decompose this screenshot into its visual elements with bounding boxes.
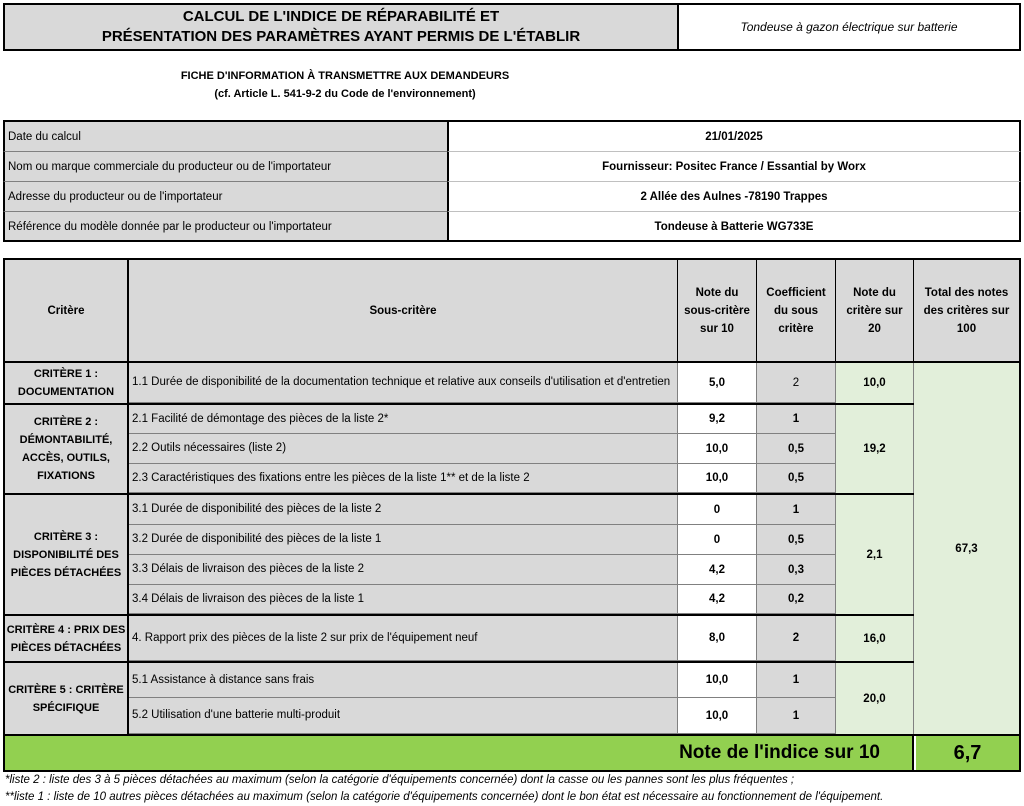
sub-criterion-5-2: 5.2 Utilisation d'une batterie multi-produit — [129, 698, 678, 734]
title-line-2: PRÉSENTATION DES PARAMÈTRES AYANT PERMIS DE L'ÉTABLIR — [101, 28, 581, 45]
note-2-2: 10,0 — [678, 434, 757, 464]
header-coefficient: Coefficient du sous critère — [757, 260, 836, 362]
document-title — [3, 3, 677, 51]
info-label-date: Date du calcul — [3, 122, 447, 152]
criterion-3-name: CRITÈRE 3 : DISPONIBILITÉ DES PIÈCES DÉTACHÉES — [5, 495, 129, 614]
title-line-1: CALCUL DE L'INDICE DE RÉPARABILITÉ ET — [182, 8, 500, 25]
total-score: 67,3 — [914, 363, 1019, 734]
criterion-1-name: CRITÈRE 1 : DOCUMENTATION — [5, 363, 129, 403]
subtitle-line-2: (cf. Article L. 541-9-2 du Code de l'environnement) — [214, 88, 476, 100]
note-3-2: 0 — [678, 525, 757, 555]
header-sous-critere: Sous-critère — [129, 260, 678, 362]
info-bottom-border — [3, 240, 1021, 242]
info-value-reference: Tondeuse à Batterie WG733E — [447, 212, 1021, 242]
info-value-date: 21/01/2025 — [447, 122, 1021, 152]
info-label-address: Adresse du producteur ou de l'importateur — [3, 182, 447, 212]
info-value-producer: Fournisseur: Positec France / Essantial by Worx — [447, 152, 1021, 182]
sub-criterion-2-1: 2.1 Facilité de démontage des pièces de la liste 2* — [129, 405, 678, 434]
sub-criterion-2-2: 2.2 Outils nécessaires (liste 2) — [129, 434, 678, 464]
index-label: Note de l'indice sur 10 — [5, 736, 914, 770]
sub-criterion-3-1: 3.1 Durée de disponibilité des pièces de la liste 2 — [129, 495, 678, 525]
footnote-liste-1: **liste 1 : liste de 10 autres pièces détachées au maximum (selon la catégorie d'équipements concernée) dont le bon état est nécessaire au fonctionnement de l'équipement. — [5, 791, 884, 803]
header-note-critere: Note du critère sur 20 — [836, 260, 914, 362]
coef-3-4: 0,2 — [757, 585, 836, 614]
note-3-3: 4,2 — [678, 555, 757, 585]
criterion-4-note: 16,0 — [836, 616, 914, 661]
sub-criterion-3-2: 3.2 Durée de disponibilité des pièces de la liste 1 — [129, 525, 678, 555]
criterion-5-note: 20,0 — [836, 663, 914, 734]
note-2-1: 9,2 — [678, 405, 757, 434]
coef-2-1: 1 — [757, 405, 836, 434]
header-critere: Critère — [5, 260, 129, 362]
criterion-1-note: 10,0 — [836, 363, 914, 403]
coef-5-2: 1 — [757, 698, 836, 734]
header-note-sous-critere: Note du sous-critère sur 10 — [678, 260, 757, 362]
criterion-5-name: CRITÈRE 5 : CRITÈRE SPÉCIFIQUE — [5, 663, 129, 734]
coef-1-1: 2 — [757, 363, 836, 403]
info-label-producer: Nom ou marque commerciale du producteur ou de l'importateur — [3, 152, 447, 182]
sub-criterion-3-3: 3.3 Délais de livraison des pièces de la liste 2 — [129, 555, 678, 585]
coef-3-1: 1 — [757, 495, 836, 525]
criterion-2-note: 19,2 — [836, 405, 914, 493]
criterion-2-name: CRITÈRE 2 : DÉMONTABILITÉ, ACCÈS, OUTILS, FIXATIONS — [5, 405, 129, 493]
note-2-3: 10,0 — [678, 464, 757, 493]
index-value: 6,7 — [916, 736, 1019, 770]
sub-criterion-5-1: 5.1 Assistance à distance sans frais — [129, 663, 678, 698]
sub-criterion-1-1: 1.1 Durée de disponibilité de la documentation technique et relative aux conseils d'utilisation et d'entretien — [129, 363, 678, 403]
note-1-1: 5,0 — [678, 363, 757, 403]
header-total: Total des notes des critères sur 100 — [914, 260, 1019, 362]
coef-4: 2 — [757, 616, 836, 661]
subtitle — [0, 67, 690, 103]
note-3-4: 4,2 — [678, 585, 757, 614]
coef-3-3: 0,3 — [757, 555, 836, 585]
criterion-3-note: 2,1 — [836, 495, 914, 614]
sub-criterion-4: 4. Rapport prix des pièces de la liste 2 sur prix de l'équipement neuf — [129, 616, 678, 661]
note-5-1: 10,0 — [678, 663, 757, 698]
criterion-4-name: CRITÈRE 4 : PRIX DES PIÈCES DÉTACHÉES — [5, 616, 129, 661]
coef-2-3: 0,5 — [757, 464, 836, 493]
coef-5-1: 1 — [757, 663, 836, 698]
note-4: 8,0 — [678, 616, 757, 661]
note-3-1: 0 — [678, 495, 757, 525]
product-category: Tondeuse à gazon électrique sur batterie — [677, 3, 1021, 51]
coef-3-2: 0,5 — [757, 525, 836, 555]
coef-2-2: 0,5 — [757, 434, 836, 464]
subtitle-line-1: FICHE D'INFORMATION À TRANSMETTRE AUX DEMANDEURS — [180, 70, 510, 82]
info-value-address: 2 Allée des Aulnes -78190 Trappes — [447, 182, 1021, 212]
info-label-reference: Référence du modèle donnée par le producteur ou l'importateur — [3, 212, 447, 242]
sub-criterion-2-3: 2.3 Caractéristiques des fixations entre les pièces de la liste 1** et de la liste 2 — [129, 464, 678, 493]
note-5-2: 10,0 — [678, 698, 757, 734]
footnote-liste-2: *liste 2 : liste des 3 à 5 pièces détachées au maximum (selon la catégorie d'équipements concernée) dont la casse ou les pannes sont les plus fréquentes ; — [5, 774, 795, 786]
sub-criterion-3-4: 3.4 Délais de livraison des pièces de la liste 1 — [129, 585, 678, 614]
